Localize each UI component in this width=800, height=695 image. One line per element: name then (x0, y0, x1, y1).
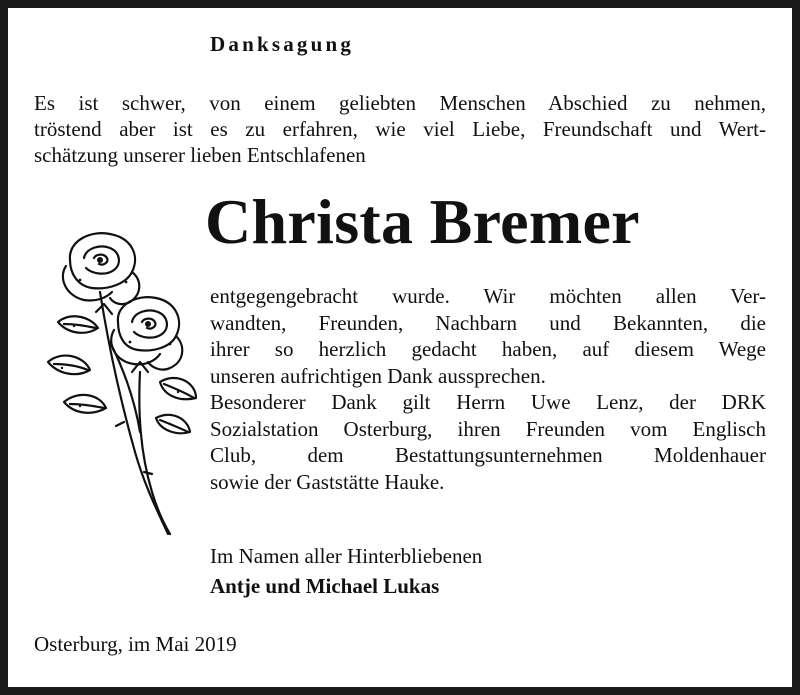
intro-line: tröstend aber ist es zu erfahren, wie viel Liebe, Freundschaft und Wert- (34, 117, 766, 141)
notice-heading: Danksagung (210, 32, 355, 56)
body-line: sowie der Gaststätte Hauke. (210, 469, 445, 494)
body-line: unseren aufrichtigen Dank aussprechen. (210, 363, 546, 388)
signoff-line: Im Namen aller Hinterbliebenen (210, 544, 483, 568)
body-line: ihrer so herzlich gedacht haben, auf diesem Wege (210, 337, 766, 361)
signoff-names: Antje und Michael Lukas (210, 574, 440, 598)
intro-paragraph (34, 90, 766, 168)
deceased-name: Christa Bremer (205, 186, 640, 257)
intro-line: Es ist schwer, von einem geliebten Menschen Abschied zu nehmen, (34, 91, 766, 115)
body-line: Sozialstation Osterburg, ihren Freunden vom Englisch (210, 416, 766, 441)
body-line: Besonderer Dank gilt Herrn Uwe Lenz, der DRK (210, 390, 766, 414)
body-line: wandten, Freunden, Nachbarn und Bekannten, die (210, 310, 766, 335)
body-line: entgegengebracht wurde. Wir möchten allen Ver- (210, 284, 766, 308)
roses-icon (40, 222, 200, 542)
signoff-block (210, 541, 482, 601)
place-date: Osterburg, im Mai 2019 (34, 632, 237, 656)
intro-line: schätzung unserer lieben Entschlafenen (34, 143, 366, 167)
thanks-paragraph (210, 283, 766, 495)
body-line: Club, dem Bestattungsunternehmen Moldenhauer (210, 443, 766, 467)
